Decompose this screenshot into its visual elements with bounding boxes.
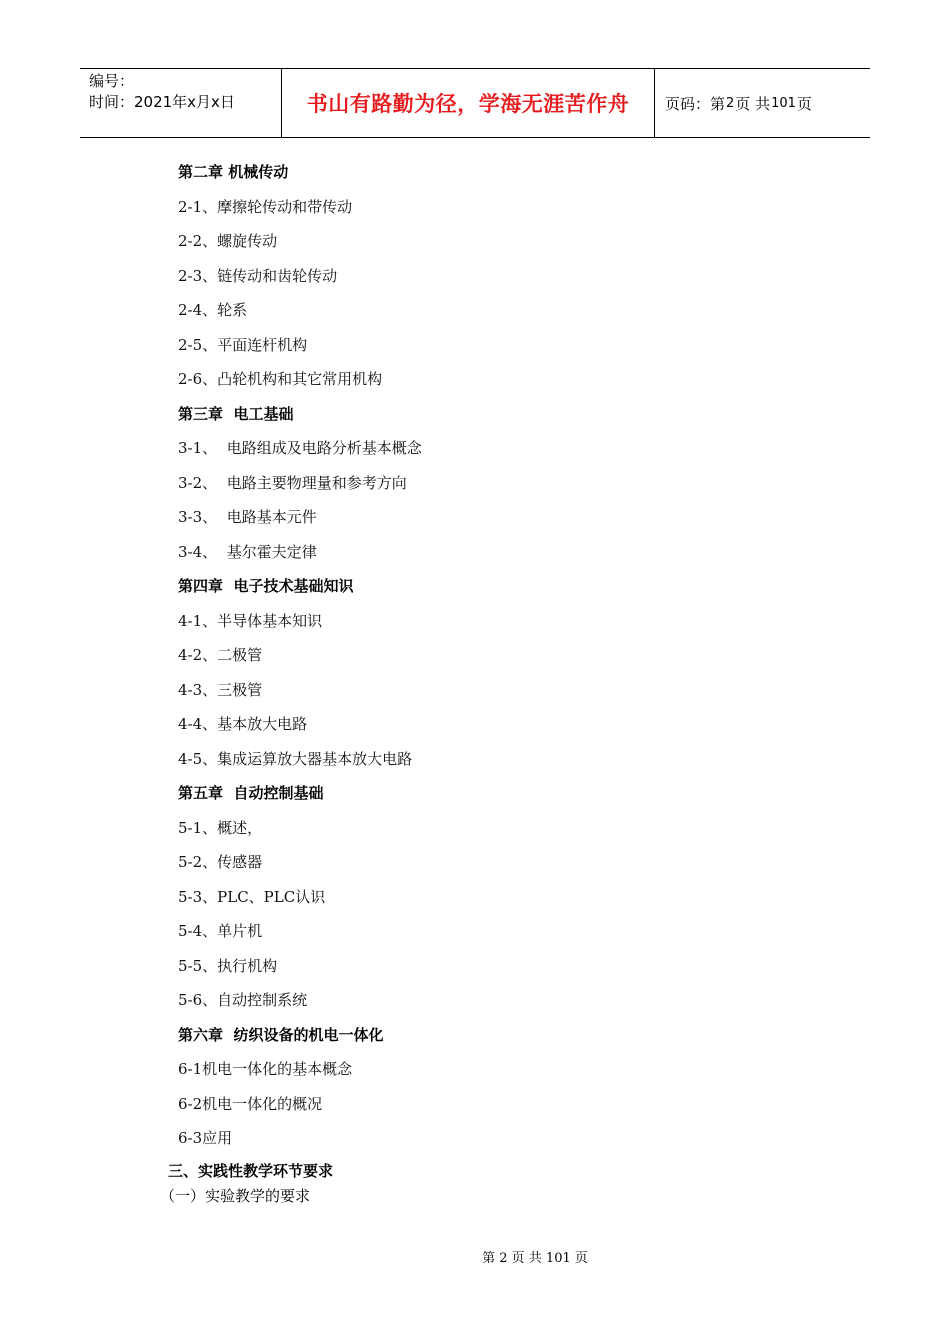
chapter-heading: 第五章 自动控制基础 [178, 784, 324, 802]
section-item: 5-6、自动控制系统 [178, 991, 308, 1009]
header-motto: 书山有路勤为径，学海无涯苦作舟 [306, 92, 630, 116]
page-prefix: 页码：第 [665, 94, 726, 113]
section-item: 5-4、单片机 [178, 922, 263, 940]
section-item: 2-3、链传动和齿轮传动 [178, 267, 338, 285]
chapter-heading: 第四章 电子技术基础知识 [178, 577, 354, 595]
section-item: 4-5、集成运算放大器基本放大电路 [178, 750, 413, 768]
number-label: 编号： [89, 72, 135, 90]
section-item: 6-1机电一体化的基本概念 [178, 1060, 353, 1078]
page-current: 2 [726, 95, 735, 111]
page-header [80, 68, 870, 138]
section-item: 4-1、半导体基本知识 [178, 612, 323, 630]
section-item: 2-5、平面连杆机构 [178, 336, 308, 354]
section-item: 2-4、轮系 [178, 301, 248, 319]
header-page-info [665, 69, 812, 137]
subpart-title: （一）实验教学的要求 [160, 1187, 311, 1205]
section-item: 5-2、传感器 [178, 853, 263, 871]
page-total: 101 [771, 95, 796, 111]
section-item: 6-3应用 [178, 1129, 233, 1147]
time-label: 时间：2021年x月x日 [89, 93, 235, 111]
section-item: 3-4、 基尔霍夫定律 [178, 543, 317, 561]
footer-page-number: 第 2 页 共 101 页 [482, 1251, 588, 1266]
page-mid: 页 共 [735, 94, 771, 113]
section-item: 5-3、PLC、PLC认识 [178, 888, 326, 906]
section-item: 4-4、基本放大电路 [178, 715, 308, 733]
chapter-heading: 第二章 机械传动 [178, 163, 289, 181]
section-item: 5-5、执行机构 [178, 957, 278, 975]
chapter-heading: 第六章 纺织设备的机电一体化 [178, 1026, 384, 1044]
section-item: 3-3、 电路基本元件 [178, 508, 317, 526]
part-title: 三、实践性教学环节要求 [168, 1162, 334, 1180]
header-divider [654, 69, 655, 137]
page-footer [0, 1247, 950, 1266]
section-item: 2-1、摩擦轮传动和带传动 [178, 198, 353, 216]
header-meta [89, 71, 235, 113]
section-item: 4-3、三极管 [178, 681, 263, 699]
section-item: 2-6、凸轮机构和其它常用机构 [178, 370, 383, 388]
section-item: 6-2机电一体化的概况 [178, 1095, 323, 1113]
section-item: 3-1、 电路组成及电路分析基本概念 [178, 439, 422, 457]
chapter-heading: 第三章 电工基础 [178, 405, 294, 423]
section-item: 3-2、 电路主要物理量和参考方向 [178, 474, 407, 492]
section-item: 5-1、概述， [178, 819, 263, 837]
section-item: 4-2、二极管 [178, 646, 263, 664]
page-suffix: 页 [796, 94, 812, 113]
section-item: 2-2、螺旋传动 [178, 232, 278, 250]
